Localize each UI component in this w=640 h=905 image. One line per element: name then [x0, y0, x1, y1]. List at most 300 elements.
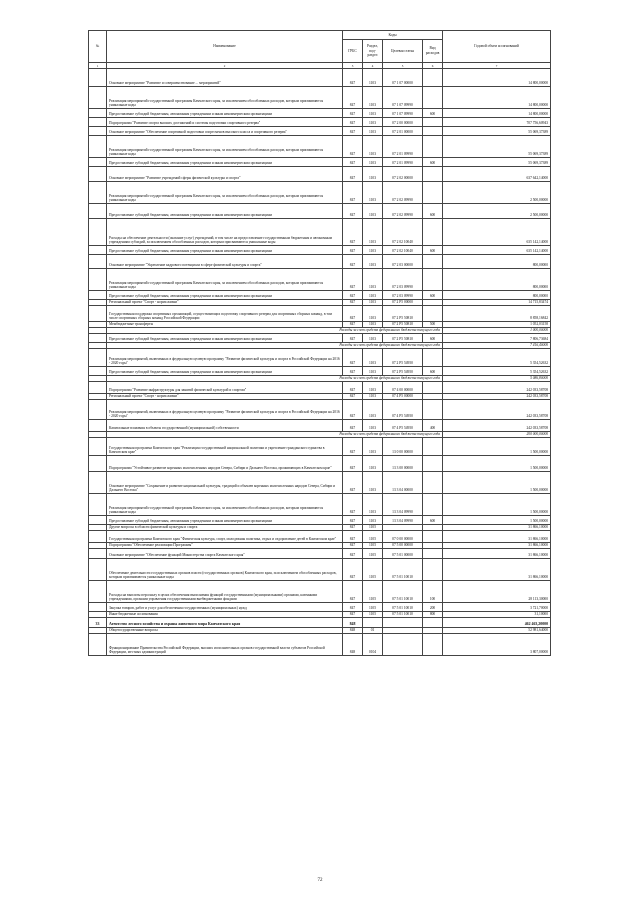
cell-name: Основное мероприятие "Обеспечение спортивной подготовки спортсменов высокого класса и спортивного резерва" [107, 127, 343, 136]
cell-csr: 07 2 00 00000 [383, 118, 423, 127]
cell-vr [423, 549, 443, 559]
cell-csr: 07 5 00 00000 [383, 543, 423, 549]
cell-name: Предоставление субсидий бюджетным, автономным учреждениям и иным некоммерческим организациям [107, 291, 343, 300]
cell-num [89, 516, 107, 525]
cell-razdel: 1103 [363, 255, 383, 269]
cell-num [89, 69, 107, 87]
cell-csr: 07 2 02 10040 [383, 219, 423, 246]
cell-razdel: 1103 [363, 182, 383, 204]
cell-grbs: 847 [343, 306, 363, 322]
table-row [89, 167, 551, 182]
cell-csr: 07 1 07 09990 [383, 109, 423, 118]
cell-amount: 31 866,10000 [443, 549, 551, 559]
cell-csr: 13 0 00 00000 [383, 438, 423, 456]
cell-num [89, 87, 107, 109]
cell-grbs: 847 [343, 543, 363, 549]
cell-razdel: 1103 [363, 334, 383, 343]
cell-amount: 1 500,00000 [443, 472, 551, 494]
cell-csr: 07 2 P5 50810 [383, 306, 423, 322]
table-row [89, 158, 551, 167]
cell-amount: 14 800,00000 [443, 69, 551, 87]
page-number: 72 [317, 878, 323, 883]
cell-grbs: 847 [343, 291, 363, 300]
cell-razdel: 1105 [363, 581, 383, 603]
cell-grbs: 847 [343, 472, 363, 494]
cell-num [89, 420, 107, 432]
cell-razdel: 1105 [363, 531, 383, 543]
cell-amount: 2 500,00000 [443, 182, 551, 204]
cell-razdel: 1103 [363, 367, 383, 376]
header-codes: Коды [343, 31, 443, 40]
cell-grbs: 848 [343, 618, 363, 628]
column-index: 5 [383, 63, 423, 69]
cell-name: Предоставление субсидий бюджетным, автономным учреждениям и иным некоммерческим организациям [107, 334, 343, 343]
cell-amount: 8 858,16842 [443, 306, 551, 322]
cell-vr [423, 494, 443, 516]
cell-amount: 242 033,58708 [443, 394, 551, 400]
cell-num [89, 182, 107, 204]
table-row [89, 367, 551, 376]
cell-grbs: 847 [343, 612, 363, 618]
cell-amount: 2 500,00000 [443, 204, 551, 219]
cell-csr: 13 3 04 00000 [383, 472, 423, 494]
cell-num [89, 334, 107, 343]
cell-grbs: 847 [343, 118, 363, 127]
cell-num [89, 127, 107, 136]
cell-csr: 07 1 07 09990 [383, 87, 423, 109]
cell-razdel: 1103 [363, 109, 383, 118]
cell-razdel: 1103 [363, 306, 383, 322]
cell-name: Региональный проект "Спорт - норма жизни" [107, 300, 343, 306]
cell-name: Основное мероприятие "Развитие и совершенствование ... мероприятий" [107, 69, 343, 87]
cell-vr [423, 472, 443, 494]
table-row [89, 494, 551, 516]
cell-name: Реализация мероприятий государственной программы Камчатского края, за исключением обособленных расходов, которым присваиваются уникальные коды [107, 269, 343, 291]
cell-csr: 07 2 03 09990 [383, 269, 423, 291]
cell-grbs: 847 [343, 109, 363, 118]
cell-name: Реализация мероприятий государственной программы Камчатского края, за исключением обособленных расходов, которым присваиваются уникальные коды [107, 136, 343, 158]
cell-csr: 07 2 02 10040 [383, 246, 423, 255]
table-row [89, 559, 551, 581]
cell-razdel: 1105 [363, 603, 383, 612]
cell-amount: 800,00000 [443, 269, 551, 291]
table-row [89, 438, 551, 456]
table-row [89, 291, 551, 300]
cell-vr: 400 [423, 420, 443, 432]
cell-name: Региональный проект "Спорт - норма жизни" [107, 394, 343, 400]
cell-name: Обеспечение деятельности государственных органов власти (государственных органов) Камчатского края, за исключением обособленных расходов, которым присваиваются уникальные коды [107, 559, 343, 581]
cell-csr: 07 4 00 00000 [383, 382, 423, 394]
cell-note: Расходы за счет средств федерального бюджета текущего года [107, 432, 443, 438]
cell-razdel: 1103 [363, 420, 383, 432]
cell-grbs: 847 [343, 603, 363, 612]
header-csr: Целевая статья [383, 40, 423, 63]
cell-amount: 14 800,00000 [443, 87, 551, 109]
cell-amount: 55 069,37389 [443, 158, 551, 167]
cell-num [89, 438, 107, 456]
table-row [89, 127, 551, 136]
cell-vr [423, 255, 443, 269]
cell-csr: 07 5 01 10010 [383, 581, 423, 603]
cell-note: Расходы за счет средств федерального бюджета текущего года [107, 376, 443, 382]
table-row [89, 382, 551, 394]
cell-amount: 800,00000 [443, 255, 551, 269]
cell-razdel: 1103 [363, 136, 383, 158]
table-row [89, 581, 551, 603]
cell-num [89, 306, 107, 322]
cell-razdel: 1103 [363, 118, 383, 127]
cell-num [89, 349, 107, 367]
cell-grbs: 847 [343, 531, 363, 543]
cell-razdel: 1103 [363, 456, 383, 472]
cell-amount: 242 033,58708 [443, 400, 551, 420]
cell-name: Реализация мероприятий государственной программы Камчатского края, за исключением обособленных расходов, которым присваиваются уникальные коды [107, 494, 343, 516]
cell-vr [423, 306, 443, 322]
cell-vr [423, 456, 443, 472]
cell-grbs: 847 [343, 219, 363, 246]
cell-vr: 600 [423, 204, 443, 219]
cell-name: Государственная поддержка спортивных организаций, осуществляющих подготовку спортивного резерва для спортивных сборных команд, в том числе спортивных сборных команд Российской Федерации [107, 306, 343, 322]
cell-amount: 1 500,00000 [443, 494, 551, 516]
cell-name: Реализация мероприятий государственной программы Камчатского края, за исключением обособленных расходов, которым присваиваются уникальные коды [107, 87, 343, 109]
cell-name: Основное мероприятие "Обеспечение функций Министерства спорта Камчатского края" [107, 549, 343, 559]
cell-csr: 07 2 P5 54950 [383, 367, 423, 376]
cell-num [89, 603, 107, 612]
cell-csr: 07 5 01 10010 [383, 612, 423, 618]
cell-amount: 462 463,20000 [443, 618, 551, 628]
cell-razdel: 1103 [363, 300, 383, 306]
cell-name: Реализация мероприятий, включенных в федеральную целевую программу "Развитие физической культуры и спорта в Российской Федерации на 2016 - 2020 годы" [107, 400, 343, 420]
table-row [89, 618, 551, 628]
cell-name: Предоставление субсидий бюджетным, автономным учреждениям и иным некоммерческим организациям [107, 109, 343, 118]
cell-csr [383, 634, 423, 656]
cell-vr [423, 618, 443, 628]
cell-num [89, 549, 107, 559]
header-row-top [89, 31, 551, 40]
cell-amount: 1 500,00000 [443, 456, 551, 472]
cell-name: Предоставление субсидий бюджетным, автономным учреждениям и иным некоммерческим организациям [107, 516, 343, 525]
cell-vr [423, 559, 443, 581]
cell-grbs: 847 [343, 300, 363, 306]
cell-name: Предоставление субсидий бюджетным, автономным учреждениям и иным некоммерческим организациям [107, 204, 343, 219]
table-row [89, 531, 551, 543]
cell-vr [423, 382, 443, 394]
cell-vr: 600 [423, 516, 443, 525]
cell-grbs: 847 [343, 400, 363, 420]
cell-amount: 31 866,10000 [443, 543, 551, 549]
table-body [89, 69, 551, 656]
cell-grbs: 847 [343, 549, 363, 559]
cell-razdel: 1103 [363, 400, 383, 420]
budget-table-sheet [88, 30, 550, 656]
cell-num [89, 136, 107, 158]
table-row [89, 334, 551, 343]
cell-name: Подпрограмма "Устойчивое развитие коренных малочисленных народов Севера, Сибири и Дальнего Востока, проживающих в Камчатском крае" [107, 456, 343, 472]
cell-num [89, 109, 107, 118]
cell-grbs: 847 [343, 367, 363, 376]
table-row [89, 246, 551, 255]
cell-name: Подпрограмма "Развитие спорта высших достижений и системы подготовки спортивного резерва" [107, 118, 343, 127]
header-name: Наименование [107, 31, 343, 63]
cell-amount: 28 113,30000 [443, 581, 551, 603]
cell-num [89, 167, 107, 182]
cell-amount: 31 866,10000 [443, 525, 551, 531]
cell-amount: 637 642,14000 [443, 167, 551, 182]
cell-grbs: 847 [343, 438, 363, 456]
header-amount: Годовой объем ассигнований [443, 31, 551, 63]
cell-csr: 07 2 P5 50810 [383, 322, 423, 328]
cell-amount: 635 142,14000 [443, 219, 551, 246]
cell-csr: 07 2 P5 00000 [383, 300, 423, 306]
cell-grbs: 847 [343, 516, 363, 525]
cell-amount: 31 866,10000 [443, 559, 551, 581]
table-row [89, 420, 551, 432]
cell-num [89, 219, 107, 246]
column-index: 3 [343, 63, 363, 69]
column-index: 6 [423, 63, 443, 69]
cell-vr: 600 [423, 158, 443, 167]
cell-amount: 31 866,10000 [443, 531, 551, 543]
cell-razdel: 1103 [363, 158, 383, 167]
cell-num [89, 255, 107, 269]
cell-vr: 600 [423, 109, 443, 118]
cell-grbs: 847 [343, 394, 363, 400]
table-row [89, 472, 551, 494]
cell-num [89, 118, 107, 127]
cell-name: Общегосударственные вопросы [107, 628, 343, 634]
cell-csr: 07 5 01 10010 [383, 603, 423, 612]
cell-csr: 07 2 01 09990 [383, 158, 423, 167]
cell-vr: 500 [423, 322, 443, 328]
cell-grbs: 847 [343, 255, 363, 269]
header-grbs: ГРБС [343, 40, 363, 63]
cell-csr: 07 2 03 00000 [383, 255, 423, 269]
cell-razdel: 1103 [363, 349, 383, 367]
cell-csr: 07 1 07 00000 [383, 69, 423, 87]
cell-vr [423, 69, 443, 87]
table-row [89, 306, 551, 322]
cell-csr: 07 0 00 00000 [383, 531, 423, 543]
cell-num [89, 158, 107, 167]
cell-vr: 600 [423, 367, 443, 376]
cell-vr: 100 [423, 581, 443, 603]
table-row [89, 136, 551, 158]
cell-vr: 800 [423, 612, 443, 618]
cell-num [89, 269, 107, 291]
cell-amount: 5 086,80000 [443, 376, 551, 382]
table-row [89, 549, 551, 559]
cell-amount: 1 500,00000 [443, 438, 551, 456]
cell-grbs: 847 [343, 525, 363, 531]
cell-name: Подпрограмма "Развитие инфраструктуры для занятий физической культурой и спортом" [107, 382, 343, 394]
cell-name: Предоставление субсидий бюджетным, автономным учреждениям и иным некоммерческим организациям [107, 246, 343, 255]
cell-amount: 55 069,37389 [443, 136, 551, 158]
cell-grbs: 847 [343, 382, 363, 394]
cell-amount: 55 069,37389 [443, 127, 551, 136]
cell-amount: 3 807,00000 [443, 634, 551, 656]
cell-amount: 635 142,14000 [443, 246, 551, 255]
cell-grbs: 847 [343, 136, 363, 158]
table-row [89, 456, 551, 472]
cell-vr [423, 269, 443, 291]
table-row [89, 255, 551, 269]
cell-vr [423, 136, 443, 158]
table-row [89, 87, 551, 109]
cell-grbs: 847 [343, 87, 363, 109]
cell-name: Капитальные вложения в объекты государственной (муниципальной) собственности [107, 420, 343, 432]
cell-grbs: 847 [343, 167, 363, 182]
cell-razdel: 1105 [363, 612, 383, 618]
cell-razdel: 1103 [363, 382, 383, 394]
cell-amount: 242 033,58708 [443, 382, 551, 394]
cell-amount: 1 000,00000 [443, 328, 551, 334]
cell-amount: 7 806,73684 [443, 334, 551, 343]
cell-grbs: 848 [343, 628, 363, 634]
cell-vr [423, 438, 443, 456]
cell-razdel: 1105 [363, 549, 383, 559]
cell-csr: 07 2 01 00000 [383, 127, 423, 136]
cell-num [89, 456, 107, 472]
cell-csr: 07 2 02 09990 [383, 204, 423, 219]
cell-csr: 07 2 02 00000 [383, 167, 423, 182]
cell-razdel: 1105 [363, 559, 383, 581]
cell-csr: 13 3 00 00000 [383, 456, 423, 472]
cell-amount: 14 800,00000 [443, 109, 551, 118]
cell-csr: 13 3 04 09990 [383, 494, 423, 516]
cell-grbs: 847 [343, 559, 363, 581]
cell-amount: 5 354,52632 [443, 367, 551, 376]
cell-razdel: 1103 [363, 269, 383, 291]
cell-razdel: 1103 [363, 472, 383, 494]
cell-amount: 800,00000 [443, 291, 551, 300]
cell-razdel: 1103 [363, 219, 383, 246]
cell-note: Расходы за счет средств федерального бюджета текущего года [107, 328, 443, 334]
cell-amount: 14 715,83474 [443, 300, 551, 306]
cell-vr [423, 182, 443, 204]
cell-razdel: 1103 [363, 167, 383, 182]
cell-razdel: 1103 [363, 394, 383, 400]
cell-vr [423, 349, 443, 367]
cell-grbs: 847 [343, 69, 363, 87]
cell-csr: 13 3 04 09990 [383, 516, 423, 525]
cell-num [89, 494, 107, 516]
cell-num [89, 581, 107, 603]
cell-csr [383, 618, 423, 628]
table-row [89, 204, 551, 219]
cell-grbs: 847 [343, 182, 363, 204]
cell-razdel: 1103 [363, 438, 383, 456]
cell-grbs: 847 [343, 204, 363, 219]
column-index: 1 [89, 63, 107, 69]
cell-razdel: 1103 [363, 494, 383, 516]
cell-amount: 242 033,58708 [443, 420, 551, 432]
cell-vr [423, 219, 443, 246]
cell-vr [423, 127, 443, 136]
cell-num [89, 531, 107, 543]
table-row [89, 182, 551, 204]
cell-grbs: 847 [343, 322, 363, 328]
cell-vr: 600 [423, 246, 443, 255]
cell-name: Основное мероприятие "Укрепление кадрового потенциала в сфере физической культуры и спорта" [107, 255, 343, 269]
table-row [89, 69, 551, 87]
cell-num [89, 204, 107, 219]
cell-csr: 07 5 01 00000 [383, 549, 423, 559]
cell-grbs: 847 [343, 420, 363, 432]
cell-grbs: 847 [343, 494, 363, 516]
cell-razdel: 1103 [363, 516, 383, 525]
cell-csr: 07 4 P5 00000 [383, 394, 423, 400]
cell-num [89, 400, 107, 420]
cell-amount: 200 000,00000 [443, 432, 551, 438]
cell-name: Другие вопросы в области физической культуры и спорта [107, 525, 343, 531]
cell-csr: 07 4 P5 54950 [383, 420, 423, 432]
cell-num [89, 634, 107, 656]
cell-razdel: 1103 [363, 291, 383, 300]
header-num: № [89, 31, 107, 63]
cell-amount: 5 354,52632 [443, 349, 551, 367]
cell-razdel: 1103 [363, 204, 383, 219]
cell-name: Агентство лесного хозяйства и охраны животного мира Камчатского края [107, 618, 343, 628]
table-row [89, 349, 551, 367]
header-razdel: Раздел, под-раздел [363, 40, 383, 63]
cell-vr: 600 [423, 291, 443, 300]
cell-amount: 7 416,40000 [443, 343, 551, 349]
cell-name: Государственная программа Камчатского края "Физическая культура, спорт, молодежная политика, отдых и оздоровление детей в Камчатском крае" [107, 531, 343, 543]
cell-csr: 07 2 P5 50810 [383, 334, 423, 343]
cell-grbs: 848 [343, 634, 363, 656]
cell-amount: 31,10000 [443, 612, 551, 618]
budget-table [88, 30, 551, 656]
cell-num [89, 246, 107, 255]
cell-razdel: 0104 [363, 634, 383, 656]
cell-grbs: 847 [343, 581, 363, 603]
cell-num [89, 472, 107, 494]
cell-grbs: 847 [343, 246, 363, 255]
cell-name: Предоставление субсидий бюджетным, автономным учреждениям и иным некоммерческим организациям [107, 367, 343, 376]
cell-num [89, 367, 107, 376]
cell-amount: 1 500,00000 [443, 516, 551, 525]
cell-vr [423, 87, 443, 109]
cell-name: Расходы на выплаты персоналу в целях обеспечения выполнения функций государственными (муниципальными) органами, казенными учреждениями, органами управления государственными внебюджетными фондами [107, 581, 343, 603]
cell-vr [423, 531, 443, 543]
cell-name: Предоставление субсидий бюджетным, автономным учреждениям и иным некоммерческим организациям [107, 158, 343, 167]
cell-amount: 52 981,64000 [443, 628, 551, 634]
cell-razdel: 1103 [363, 127, 383, 136]
cell-csr: 07 2 P5 54950 [383, 349, 423, 367]
cell-num [89, 559, 107, 581]
cell-name: Реализация мероприятий, включенных в федеральную целевую программу "Развитие физической культуры и спорта в Российской Федерации на 2016 - 2020 годы" [107, 349, 343, 367]
cell-grbs: 847 [343, 127, 363, 136]
cell-vr [423, 634, 443, 656]
cell-csr: 07 2 01 09990 [383, 136, 423, 158]
cell-name: Расходы на обеспечение деятельности (оказание услуг) учреждений, в том числе на предоставление государственным бюджетным и автономным учреждениям субсидий, за исключением обособленных расходов, которым присваиваются уникальные коды [107, 219, 343, 246]
table-row [89, 400, 551, 420]
cell-grbs: 847 [343, 349, 363, 367]
cell-csr: 07 4 P5 54950 [383, 400, 423, 420]
cell-razdel: 1105 [363, 525, 383, 531]
cell-razdel: 1103 [363, 69, 383, 87]
cell-name: Закупка товаров, работ и услуг для обеспечения государственных (муниципальных) нужд [107, 603, 343, 612]
cell-amount: 3 721,70000 [443, 603, 551, 612]
cell-razdel: 1103 [363, 246, 383, 255]
cell-name: Межбюджетные трансферты [107, 322, 343, 328]
table-row [89, 109, 551, 118]
cell-razdel: 1103 [363, 322, 383, 328]
cell-grbs: 847 [343, 334, 363, 343]
table-row [89, 219, 551, 246]
cell-vr [423, 167, 443, 182]
cell-csr: 07 2 02 09990 [383, 182, 423, 204]
